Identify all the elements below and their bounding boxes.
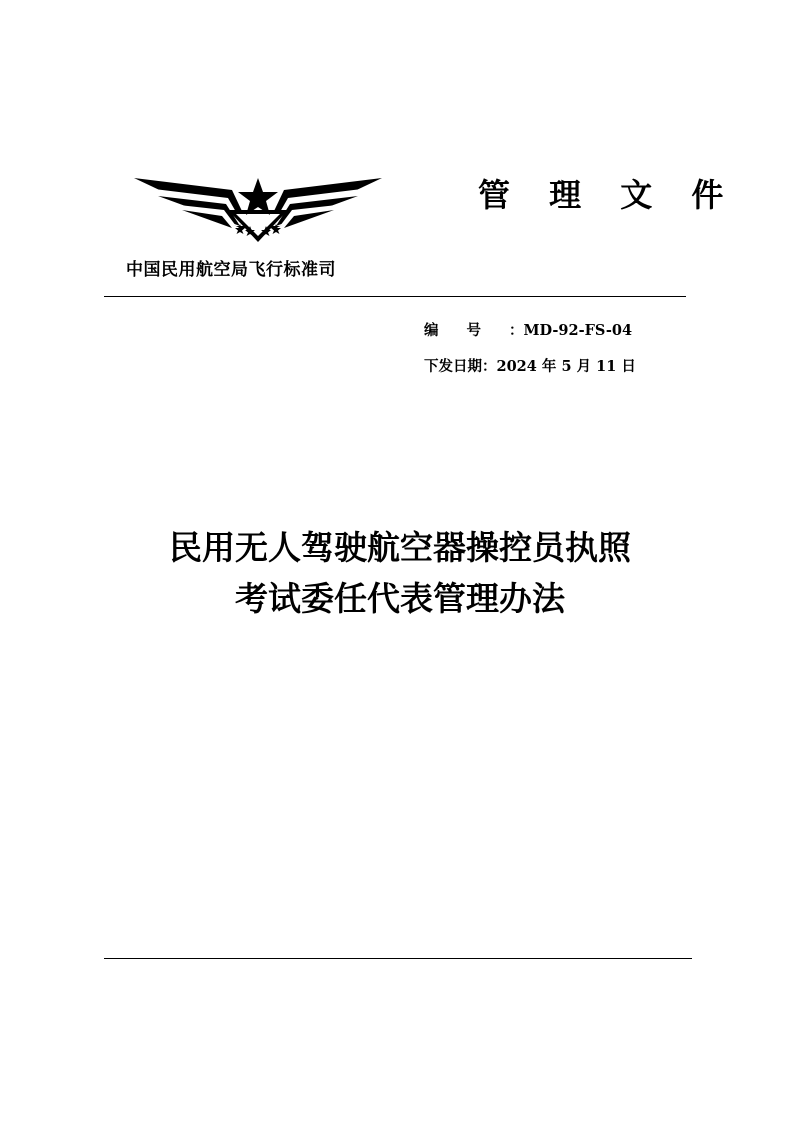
issue-date-row xyxy=(424,354,684,390)
header-divider xyxy=(104,296,686,297)
document-number-value: MD-92-FS-04 xyxy=(523,322,633,339)
issue-date-separator: ： xyxy=(482,358,497,375)
document-number-row xyxy=(424,318,684,354)
wings-star-icon xyxy=(132,170,384,246)
document-meta xyxy=(424,318,684,390)
title-line-1: 民用无人驾驶航空器操控员执照 xyxy=(169,528,631,567)
title-line-2: 考试委任代表管理办法 xyxy=(235,579,565,618)
footer-divider xyxy=(104,958,692,959)
document-title xyxy=(100,522,700,624)
issue-date-label: 下发日期 xyxy=(424,358,482,375)
document-number-separator: ： xyxy=(509,322,524,339)
issue-date-value: 2024 年 5 月 11 日 xyxy=(496,358,636,375)
organization-name: 中国民用航空局飞行标准司 xyxy=(126,260,336,280)
document-type-heading: 管 理 文 件 xyxy=(478,176,738,214)
document-number-label: 编号 xyxy=(424,322,509,339)
caac-emblem-logo xyxy=(132,170,384,246)
